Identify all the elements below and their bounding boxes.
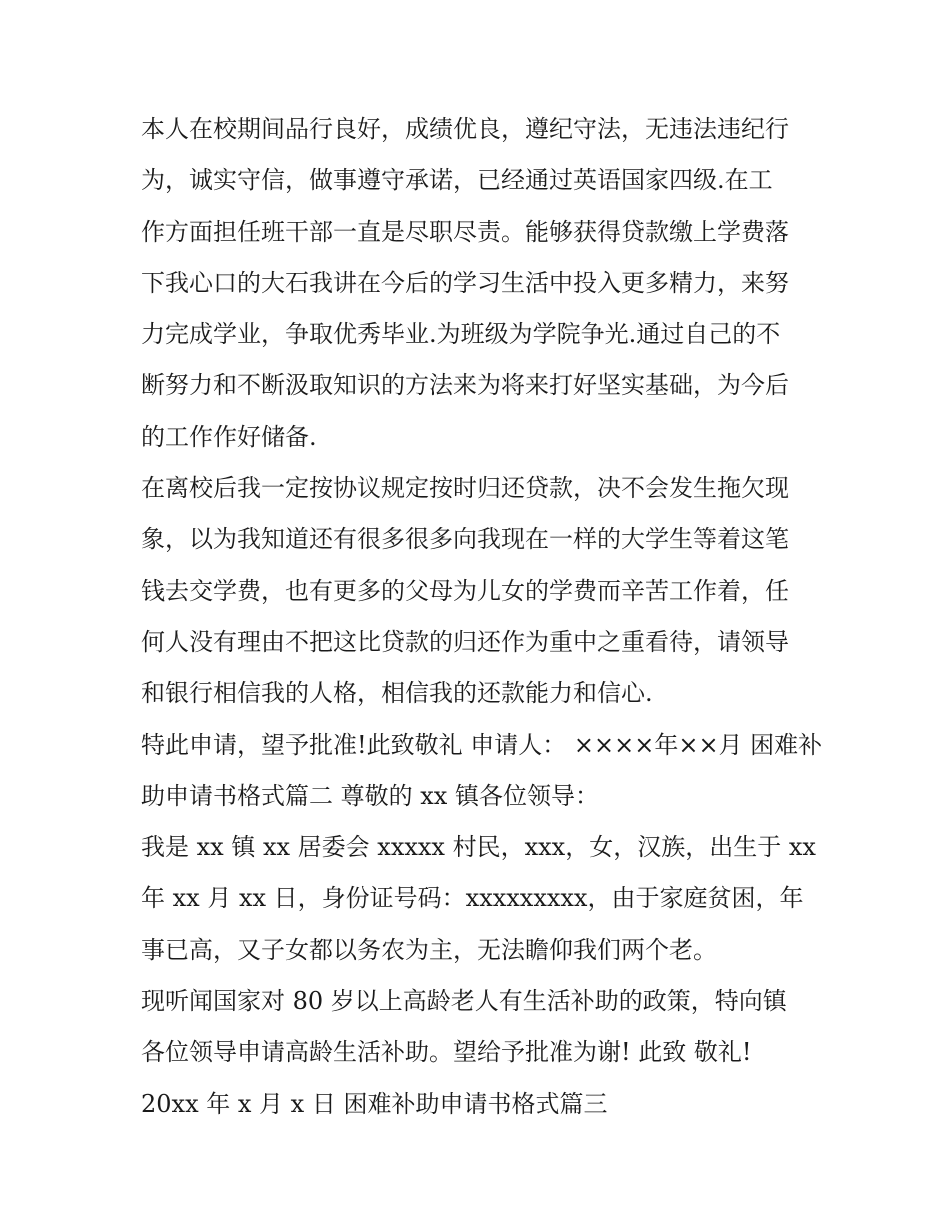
text-line: 特此申请，望予批准!此致敬礼 申请人： ××××年××月 困难补 <box>141 730 823 759</box>
text-line: 年 xx 月 xx 日，身份证号码：xxxxxxxxx，由于家庭贫困，年 <box>141 884 804 913</box>
text-line: 和银行相信我的人格，相信我的还款能力和信心. <box>141 679 653 708</box>
text-line: 各位领导申请高龄生活补助。望给予批准为谢! 此致 敬礼! <box>141 1038 752 1067</box>
text-line: 何人没有理由不把这比贷款的归还作为重中之重看待，请领导 <box>141 627 789 656</box>
text-line: 断努力和不断汲取知识的方法来为将来打好坚实基础，为今后 <box>141 371 789 400</box>
text-line: 的工作作好储备. <box>141 422 317 451</box>
text-line: 现听闻国家对 80 岁以上高龄老人有生活补助的政策，特向镇 <box>141 987 787 1016</box>
document-body <box>141 104 821 1130</box>
text-line: 下我心口的大石我讲在今后的学习生活中投入更多精力，来努 <box>141 268 789 297</box>
text-line: 钱去交学费，也有更多的父母为儿女的学费而辛苦工作着，任 <box>141 576 789 605</box>
text-line: 20xx 年 x 月 x 日 困难补助申请书格式篇三 <box>141 1089 608 1118</box>
text-line: 为，诚实守信，做事遵守承诺，已经通过英语国家四级.在工 <box>141 166 773 195</box>
text-line: 助申请书格式篇二 尊敬的 xx 镇各位领导： <box>141 781 599 810</box>
text-line: 我是 xx 镇 xx 居委会 xxxxx 村民，xxx，女，汉族，出生于 xx <box>141 833 816 862</box>
text-line: 作方面担任班干部一直是尽职尽责。能够获得贷款缴上学费落 <box>141 217 789 246</box>
text-line: 本人在校期间品行良好，成绩优良，遵纪守法，无违法违纪行 <box>141 115 789 143</box>
text-line: 在离校后我一定按协议规定按时归还贷款，决不会发生拖欠现 <box>141 474 789 503</box>
text-line: 象，以为我知道还有很多很多向我现在一样的大学生等着这笔 <box>141 525 789 554</box>
text-line: 力完成学业，争取优秀毕业.为班级为学院争光.通过自己的不 <box>141 320 781 349</box>
text-line: 事已高，又子女都以务农为主，无法瞻仰我们两个老。 <box>141 935 717 964</box>
